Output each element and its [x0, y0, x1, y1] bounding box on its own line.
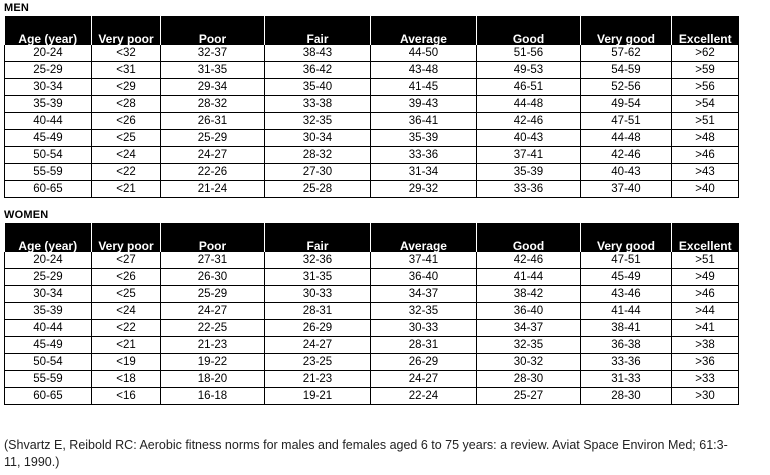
table-cell: <16: [92, 388, 161, 405]
table-cell: 34-37: [371, 286, 477, 303]
table-cell: 27-31: [161, 252, 265, 269]
table-cell: 24-27: [371, 371, 477, 388]
table-cell: 55-59: [5, 164, 92, 181]
table-row: [5, 252, 739, 269]
table-cell: 25-29: [5, 269, 92, 286]
table-cell: 32-35: [477, 337, 581, 354]
table-row: [5, 147, 739, 164]
table-cell: 44-48: [581, 130, 672, 147]
table-cell: <19: [92, 354, 161, 371]
table-cell: 45-49: [581, 269, 672, 286]
table-cell: <25: [92, 130, 161, 147]
table-cell: 26-29: [371, 354, 477, 371]
table-cell: 55-59: [5, 371, 92, 388]
table-cell: >41: [672, 320, 739, 337]
table-cell: 49-54: [581, 96, 672, 113]
table-cell: 43-48: [371, 62, 477, 79]
table-cell: 28-30: [581, 388, 672, 405]
table-cell: >56: [672, 79, 739, 96]
table-cell: 36-40: [371, 269, 477, 286]
women-column-header: Excellent: [672, 223, 739, 252]
table-cell: 33-36: [581, 354, 672, 371]
women-column-header: Fair: [265, 223, 371, 252]
table-cell: 28-31: [371, 337, 477, 354]
table-cell: >30: [672, 388, 739, 405]
table-cell: >43: [672, 164, 739, 181]
table-cell: 32-37: [161, 45, 265, 62]
table-cell: 30-34: [5, 79, 92, 96]
table-row: [5, 113, 739, 130]
table-cell: 37-40: [581, 181, 672, 198]
table-cell: >46: [672, 286, 739, 303]
women-column-header: Very poor: [92, 223, 161, 252]
table-cell: 28-32: [265, 147, 371, 164]
table-cell: 38-42: [477, 286, 581, 303]
citation: (Shvartz E, Reibold RC: Aerobic fitness norms for males and females aged 6 to 75 years: a review. Aviat Space Environ Med; 61:3-11, 1990.): [4, 438, 728, 469]
table-cell: 41-44: [477, 269, 581, 286]
table-cell: 26-31: [161, 113, 265, 130]
table-cell: 25-29: [161, 130, 265, 147]
table-cell: 32-35: [371, 303, 477, 320]
men-table-body: [5, 45, 739, 198]
table-cell: 33-36: [371, 147, 477, 164]
table-cell: 31-35: [265, 269, 371, 286]
table-cell: 28-32: [161, 96, 265, 113]
women-section-title: WOMEN: [4, 209, 49, 221]
table-cell: 39-43: [371, 96, 477, 113]
table-row: [5, 371, 739, 388]
table-cell: >51: [672, 113, 739, 130]
table-cell: >62: [672, 45, 739, 62]
table-cell: 41-45: [371, 79, 477, 96]
table-cell: 28-31: [265, 303, 371, 320]
table-cell: >36: [672, 354, 739, 371]
table-cell: <21: [92, 337, 161, 354]
table-row: [5, 320, 739, 337]
table-cell: 50-54: [5, 147, 92, 164]
table-cell: 27-30: [265, 164, 371, 181]
table-cell: <22: [92, 320, 161, 337]
table-row: [5, 62, 739, 79]
table-cell: 42-46: [477, 252, 581, 269]
table-cell: 25-29: [161, 286, 265, 303]
table-cell: 57-62: [581, 45, 672, 62]
table-cell: 35-39: [5, 96, 92, 113]
table-cell: <26: [92, 269, 161, 286]
table-cell: >49: [672, 269, 739, 286]
table-cell: 40-43: [581, 164, 672, 181]
table-cell: 19-22: [161, 354, 265, 371]
table-cell: 29-34: [161, 79, 265, 96]
table-cell: 40-44: [5, 113, 92, 130]
women-header-row: [5, 223, 739, 252]
table-cell: 36-42: [265, 62, 371, 79]
table-cell: 37-41: [371, 252, 477, 269]
men-norms-table: [4, 16, 739, 198]
table-cell: 35-39: [371, 130, 477, 147]
table-cell: 25-27: [477, 388, 581, 405]
table-cell: 22-25: [161, 320, 265, 337]
table-cell: >48: [672, 130, 739, 147]
table-row: [5, 354, 739, 371]
women-column-header: Very good: [581, 223, 672, 252]
table-cell: 46-51: [477, 79, 581, 96]
table-cell: 25-28: [265, 181, 371, 198]
table-cell: 42-46: [581, 147, 672, 164]
table-cell: 40-44: [5, 320, 92, 337]
table-cell: 21-23: [161, 337, 265, 354]
table-row: [5, 388, 739, 405]
women-column-header: Poor: [161, 223, 265, 252]
table-cell: 26-30: [161, 269, 265, 286]
table-cell: 18-20: [161, 371, 265, 388]
table-row: [5, 96, 739, 113]
table-cell: 24-27: [161, 147, 265, 164]
table-cell: 52-56: [581, 79, 672, 96]
table-cell: 44-50: [371, 45, 477, 62]
women-column-header: Good: [477, 223, 581, 252]
table-cell: 29-32: [371, 181, 477, 198]
table-cell: <25: [92, 286, 161, 303]
table-cell: 31-33: [581, 371, 672, 388]
table-cell: 22-24: [371, 388, 477, 405]
table-cell: 19-21: [265, 388, 371, 405]
table-cell: <26: [92, 113, 161, 130]
table-cell: 26-29: [265, 320, 371, 337]
table-cell: <24: [92, 303, 161, 320]
table-cell: 20-24: [5, 45, 92, 62]
table-cell: 25-29: [5, 62, 92, 79]
men-column-header: Excellent: [672, 16, 739, 45]
table-cell: 41-44: [581, 303, 672, 320]
table-cell: 24-27: [161, 303, 265, 320]
table-cell: >46: [672, 147, 739, 164]
table-cell: 36-41: [371, 113, 477, 130]
table-cell: 33-38: [265, 96, 371, 113]
table-cell: 51-56: [477, 45, 581, 62]
women-table-body: [5, 252, 739, 405]
table-cell: 38-41: [581, 320, 672, 337]
table-cell: 54-59: [581, 62, 672, 79]
table-cell: 44-48: [477, 96, 581, 113]
table-cell: >44: [672, 303, 739, 320]
table-cell: >33: [672, 371, 739, 388]
table-cell: <22: [92, 164, 161, 181]
table-cell: <31: [92, 62, 161, 79]
table-cell: 60-65: [5, 388, 92, 405]
men-header-row: [5, 16, 739, 45]
table-cell: 31-35: [161, 62, 265, 79]
table-cell: <21: [92, 181, 161, 198]
table-row: [5, 286, 739, 303]
table-cell: 35-40: [265, 79, 371, 96]
men-column-header: Age (year): [5, 16, 92, 45]
table-cell: 50-54: [5, 354, 92, 371]
table-cell: <32: [92, 45, 161, 62]
men-column-header: Poor: [161, 16, 265, 45]
table-cell: 42-46: [477, 113, 581, 130]
table-row: [5, 269, 739, 286]
table-cell: 23-25: [265, 354, 371, 371]
men-section-title: MEN: [4, 2, 30, 14]
men-column-header: Fair: [265, 16, 371, 45]
table-cell: >51: [672, 252, 739, 269]
table-cell: <27: [92, 252, 161, 269]
women-column-header: Age (year): [5, 223, 92, 252]
table-cell: 21-24: [161, 181, 265, 198]
table-cell: 28-30: [477, 371, 581, 388]
table-cell: 32-36: [265, 252, 371, 269]
table-cell: <29: [92, 79, 161, 96]
table-cell: 36-38: [581, 337, 672, 354]
table-row: [5, 181, 739, 198]
table-cell: 20-24: [5, 252, 92, 269]
table-cell: 43-46: [581, 286, 672, 303]
table-cell: 34-37: [477, 320, 581, 337]
table-cell: 21-23: [265, 371, 371, 388]
table-cell: 36-40: [477, 303, 581, 320]
table-row: [5, 130, 739, 147]
table-cell: <18: [92, 371, 161, 388]
table-cell: 30-32: [477, 354, 581, 371]
men-column-header: Good: [477, 16, 581, 45]
table-cell: <24: [92, 147, 161, 164]
table-cell: 30-33: [371, 320, 477, 337]
table-cell: 35-39: [5, 303, 92, 320]
table-cell: >59: [672, 62, 739, 79]
table-cell: 37-41: [477, 147, 581, 164]
table-cell: >38: [672, 337, 739, 354]
table-cell: 32-35: [265, 113, 371, 130]
table-cell: 22-26: [161, 164, 265, 181]
women-norms-table: [4, 223, 739, 405]
table-cell: 60-65: [5, 181, 92, 198]
women-column-header: Average: [371, 223, 477, 252]
table-cell: 38-43: [265, 45, 371, 62]
table-cell: >40: [672, 181, 739, 198]
table-cell: 35-39: [477, 164, 581, 181]
table-row: [5, 79, 739, 96]
men-column-header: Average: [371, 16, 477, 45]
table-cell: 49-53: [477, 62, 581, 79]
table-cell: 33-36: [477, 181, 581, 198]
table-cell: 47-51: [581, 113, 672, 130]
table-cell: >54: [672, 96, 739, 113]
table-cell: <28: [92, 96, 161, 113]
table-cell: 31-34: [371, 164, 477, 181]
table-cell: 30-33: [265, 286, 371, 303]
table-row: [5, 164, 739, 181]
table-cell: 16-18: [161, 388, 265, 405]
table-row: [5, 337, 739, 354]
table-cell: 45-49: [5, 130, 92, 147]
table-cell: 30-34: [265, 130, 371, 147]
table-cell: 40-43: [477, 130, 581, 147]
men-column-header: Very poor: [92, 16, 161, 45]
table-cell: 30-34: [5, 286, 92, 303]
table-row: [5, 303, 739, 320]
men-column-header: Very good: [581, 16, 672, 45]
table-row: [5, 45, 739, 62]
table-cell: 24-27: [265, 337, 371, 354]
table-cell: 47-51: [581, 252, 672, 269]
table-cell: 45-49: [5, 337, 92, 354]
